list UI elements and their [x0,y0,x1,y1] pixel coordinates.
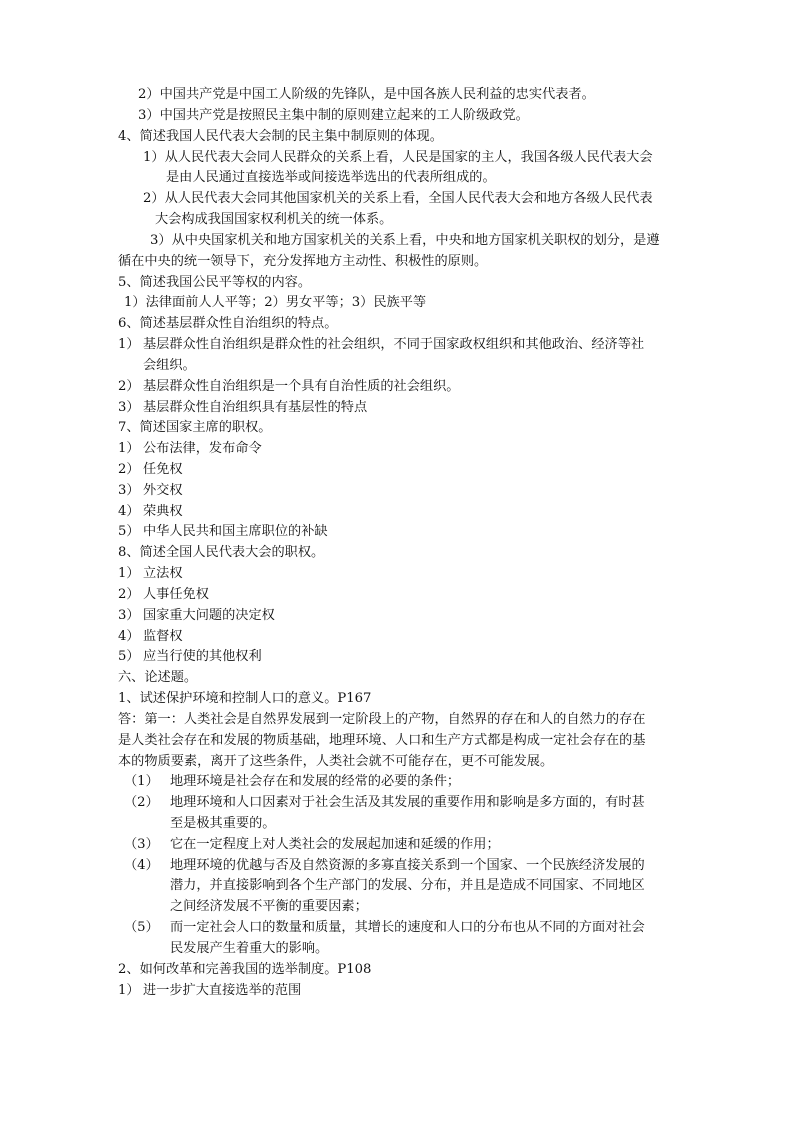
question-heading: 2、如何改革和完善我国的选举制度。P108 [118,962,372,977]
text-line: 2）从人民代表大会同其他国家机关的关系上看，全国人民代表大会和地方各级人民代表 [143,191,653,206]
text-line: 2）中国共产党是中国工人阶级的先锋队，是中国各族人民利益的忠实代表者。 [138,87,595,102]
list-item-text: 而一定社会人口的数量和质量，其增长的速度和人口的分布也从不同的方面对社会 [170,920,645,935]
list-marker: 2） [118,379,140,394]
list-marker: 5） [118,524,140,539]
answer-text: 本的物质要素，离开了这些条件，人类社会就不可能存在，更不可能发展。 [118,754,554,769]
answer-text: 答：第一：人类社会是自然界发展到一定阶段上的产物，自然界的存在和人的自然力的存在 [118,712,646,727]
question-heading: 5、简述我国公民平等权的内容。 [118,275,312,290]
list-item-text: 国家重大问题的决定权 [143,608,275,623]
list-item-text: 它在一定程度上对人类社会的发展起加速和延缓的作用； [170,837,500,852]
list-marker: （2） [124,795,159,810]
text-line: 循在中央的统一领导下，充分发挥地方主动性、积极性的原则。 [118,254,488,269]
list-marker: 3） [118,483,140,498]
list-marker: 1） [118,441,140,456]
list-item-text: 基层群众性自治组织是群众性的社会组织，不同于国家政权组织和其他政治、经济等社 [143,337,645,352]
list-marker: 1） [118,566,140,581]
text-line: 1）法律面前人人平等；2）男女平等；3）民族平等 [124,295,427,310]
list-marker: 2） [118,462,140,477]
text-line: 潜力，并直接影响到各个生产部门的发展、分布，并且是造成不同国家、不同地区 [170,878,645,893]
list-item-text: 监督权 [143,629,183,644]
text-line: 3）从中央国家机关和地方国家机关的关系上看，中央和地方国家机关职权的划分，是遵 [150,233,660,248]
list-marker: 4） [118,629,140,644]
list-item-text: 进一步扩大直接选举的范围 [143,983,302,998]
list-item-text: 荣典权 [143,504,183,519]
text-line: 1）从人民代表大会同人民群众的关系上看，人民是国家的主人，我国各级人民代表大会 [143,150,653,165]
list-marker: 4） [118,504,140,519]
list-marker: 1） [118,983,140,998]
list-marker: （3） [124,837,159,852]
question-heading: 4、简述我国人民代表大会制的民主集中制原则的体现。 [118,129,443,144]
question-heading: 6、简述基层群众性自治组织的特点。 [118,316,338,331]
list-item-text: 地理环境是社会存在和发展的经常的必要的条件； [170,774,461,789]
list-marker: 2） [118,587,140,602]
list-item-text: 任免权 [143,462,183,477]
list-marker: 3） [118,608,140,623]
text-line: 大会构成我国国家权利机关的统一体系。 [155,212,393,227]
list-item-text: 人事任免权 [143,587,209,602]
text-line: 是由人民通过直接选举或间接选举选出的代表所组成的。 [166,170,496,185]
list-item-text: 立法权 [143,566,183,581]
list-item-text: 应当行使的其他权利 [143,649,262,664]
section-heading: 六、论述题。 [118,670,198,685]
list-marker: 3） [118,400,140,415]
text-line: 会组织。 [143,358,196,373]
list-marker: 5） [118,649,140,664]
text-line: 至是极其重要的。 [170,816,276,831]
list-item-text: 中华人民共和国主席职位的补缺 [143,524,328,539]
question-heading: 1、试述保护环境和控制人口的意义。P167 [118,691,372,706]
answer-text: 是人类社会存在和发展的物质基础，地理环境、人口和生产方式都是构成一定社会存在的基 [118,733,646,748]
list-item-text: 基层群众性自治组织具有基层性的特点 [143,400,368,415]
list-marker: 1） [118,337,140,352]
question-heading: 7、简述国家主席的职权。 [118,420,272,435]
list-item-text: 地理环境和人口因素对于社会生活及其发展的重要作用和影响是多方面的，有时甚 [170,795,645,810]
list-marker: （1） [124,774,159,789]
text-line: 3）中国共产党是按照民主集中制的原则建立起来的工人阶级政党。 [138,108,529,123]
question-heading: 8、简述全国人民代表大会的职权。 [118,545,325,560]
list-item-text: 基层群众性自治组织是一个具有自治性质的社会组织。 [143,379,460,394]
list-item-text: 外交权 [143,483,183,498]
text-line: 民发展产生着重大的影响。 [170,941,329,956]
list-item-text: 公布法律，发布命令 [143,441,262,456]
list-item-text: 地理环境的优越与否及自然资源的多寡直接关系到一个国家、一个民族经济发展的 [170,858,645,873]
list-marker: （5） [124,920,159,935]
text-line: 之间经济发展不平衡的重要因素； [170,899,368,914]
list-marker: （4） [124,858,159,873]
